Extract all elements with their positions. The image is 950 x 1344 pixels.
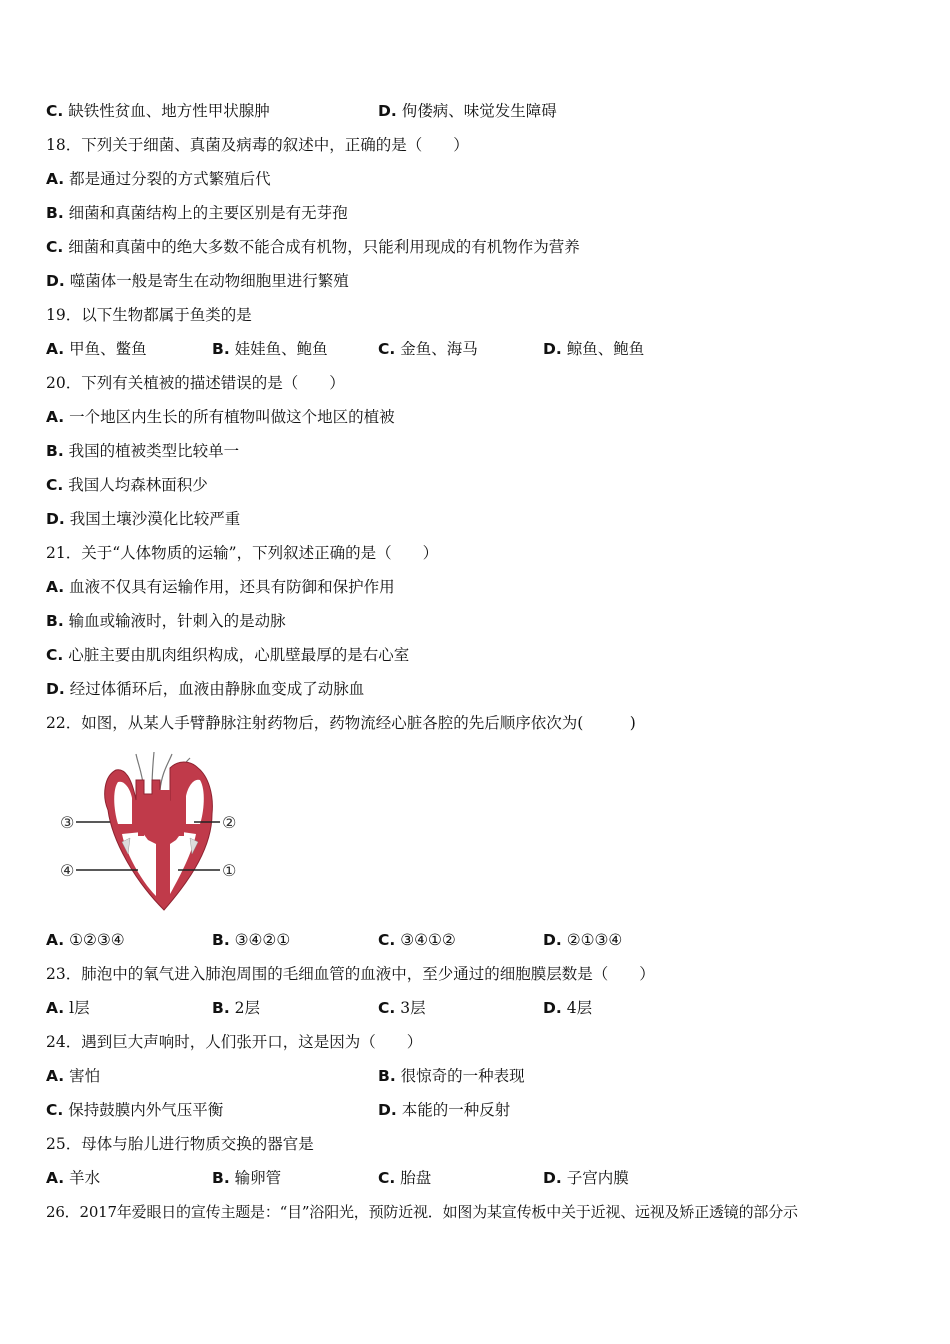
option-text: 一个地区内生长的所有植物叫做这个地区的植被 [69,408,395,426]
option-label: D. [378,102,397,120]
option-label: C. [46,102,64,120]
option-text: 金鱼、海马 [400,340,478,358]
option-label: C. [378,999,396,1017]
q23-option-b [212,997,260,1019]
q25-option-b [212,1167,281,1189]
q17-option-c [46,100,270,122]
option-text: ③④①② [400,931,456,949]
option-text: 我国人均森林面积少 [68,476,208,494]
label-2: ② [222,813,237,832]
option-label: A. [46,170,65,188]
option-label: A. [46,578,65,596]
option-text: 羊水 [69,1169,101,1187]
q26-stem: 26．2017年爱眼日的宣传主题是：“目”浴阳光，预防近视．如图为某宣传板中关于近视、远视及矫正透镜的部分示 [46,1203,798,1221]
q19-option-a [46,338,147,360]
option-text: 4层 [566,999,593,1017]
option-text: 2层 [234,999,261,1017]
q23-option-c [378,997,426,1019]
option-label: A. [46,931,65,949]
option-text: 血液不仅具有运输作用，还具有防御和保护作用 [69,578,395,596]
q21-option-c [46,644,409,666]
q25-stem: 25．母体与胎儿进行物质交换的器官是 [46,1135,314,1153]
option-text: 细菌和真菌中的绝大多数不能合成有机物，只能利用现成的有机物作为营养 [68,238,580,256]
option-text: ③④②① [234,931,291,949]
option-label: D. [543,340,562,358]
option-label: D. [46,680,65,698]
q20-stem: 20．下列有关植被的描述错误的是（ ） [46,374,345,392]
q22-option-c [378,929,456,951]
option-label: B. [46,204,64,222]
option-text: 甲鱼、鳖鱼 [69,340,147,358]
q22-option-b [212,929,290,951]
q24-option-a [46,1065,100,1087]
option-text: ②①③④ [566,931,623,949]
label-1: ① [222,861,237,880]
q25-option-d [543,1167,629,1189]
option-text: 子宫内膜 [566,1169,629,1187]
septum [156,790,170,900]
option-label: A. [46,340,65,358]
q18-stem: 18．下列关于细菌、真菌及病毒的叙述中，正确的是（ ） [46,136,469,154]
option-label: D. [543,999,562,1017]
option-label: A. [46,999,65,1017]
q18-option-c [46,236,580,258]
heart-diagram [52,750,248,914]
option-label: D. [46,272,65,290]
q24-option-d [378,1099,510,1121]
option-text: 很惊奇的一种表现 [400,1067,525,1085]
q18-option-b [46,202,348,224]
option-label: C. [46,646,64,664]
q17-option-d [378,100,557,122]
option-label: B. [212,1169,230,1187]
q22-option-a [46,929,125,951]
q21-option-a [46,576,395,598]
q25-option-c [378,1167,431,1189]
option-text: 害怕 [69,1067,101,1085]
option-label: C. [378,340,396,358]
option-text: 我国的植被类型比较单一 [68,442,240,460]
q18-option-d [46,270,349,292]
option-label: D. [543,1169,562,1187]
q21-stem: 21．关于“人体物质的运输”，下列叙述正确的是（ ） [46,544,439,562]
option-label: B. [212,340,230,358]
label-3: ③ [60,813,75,832]
option-label: D. [46,510,65,528]
option-text: 本能的一种反射 [401,1101,511,1119]
q21-option-d [46,678,364,700]
option-label: C. [378,1169,396,1187]
q22-option-d [543,929,622,951]
q23-stem: 23．肺泡中的氧气进入肺泡周围的毛细血管的血液中，至少通过的细胞膜层数是（ ） [46,965,655,983]
q20-option-c [46,474,208,496]
option-text: l层 [69,999,90,1017]
option-label: B. [212,999,230,1017]
option-label: B. [212,931,230,949]
option-text: 鲸鱼、鲍鱼 [566,340,645,358]
option-text: 缺铁性贫血、地方性甲状腺肿 [68,102,270,120]
option-text: 细菌和真菌结构上的主要区别是有无芽孢 [68,204,348,222]
q22-stem: 22．如图，从某人手臂静脉注射药物后，药物流经心脏各腔的先后顺序依次为( ) [46,714,636,732]
option-label: A. [46,1067,65,1085]
option-label: A. [46,1169,65,1187]
q20-option-d [46,508,240,530]
q20-option-b [46,440,239,462]
option-text: 都是通过分裂的方式繁殖后代 [69,170,271,188]
option-text: 佝偻病、味觉发生障碍 [401,102,557,120]
option-text: 娃娃鱼、鲍鱼 [234,340,328,358]
label-4: ④ [60,861,75,880]
q21-option-b [46,610,286,632]
q24-option-c [46,1099,223,1121]
option-label: C. [46,1101,64,1119]
option-label: D. [378,1101,397,1119]
option-text: 保持鼓膜内外气压平衡 [68,1101,224,1119]
option-text: ①②③④ [69,931,125,949]
option-text: 3层 [400,999,426,1017]
q19-option-c [378,338,478,360]
option-text: 心脏主要由肌肉组织构成，心肌壁最厚的是右心室 [68,646,410,664]
q20-option-a [46,406,395,428]
option-text: 噬菌体一般是寄生在动物细胞里进行繁殖 [69,272,349,290]
q24-option-b [378,1065,525,1087]
option-label: C. [46,476,64,494]
option-label: B. [46,442,64,460]
option-label: B. [46,612,64,630]
q19-option-b [212,338,328,360]
q24-stem: 24．遇到巨大声响时，人们张开口，这是因为（ ） [46,1033,423,1051]
option-text: 输卵管 [234,1169,282,1187]
q18-option-a [46,168,271,190]
option-label: C. [378,931,396,949]
option-text: 输血或输液时，针刺入的是动脉 [68,612,286,630]
q25-option-a [46,1167,100,1189]
option-text: 胎盘 [400,1169,432,1187]
option-label: B. [378,1067,396,1085]
option-label: C. [46,238,64,256]
q19-option-d [543,338,644,360]
right-vessel [178,796,184,836]
left-vessel [138,796,144,836]
q19-stem: 19．以下生物都属于鱼类的是 [46,306,252,324]
q23-option-d [543,997,592,1019]
option-label: D. [543,931,562,949]
option-text: 经过体循环后，血液由静脉血变成了动脉血 [69,680,365,698]
option-label: A. [46,408,65,426]
option-text: 我国土壤沙漠化比较严重 [69,510,241,528]
q23-option-a [46,997,90,1019]
